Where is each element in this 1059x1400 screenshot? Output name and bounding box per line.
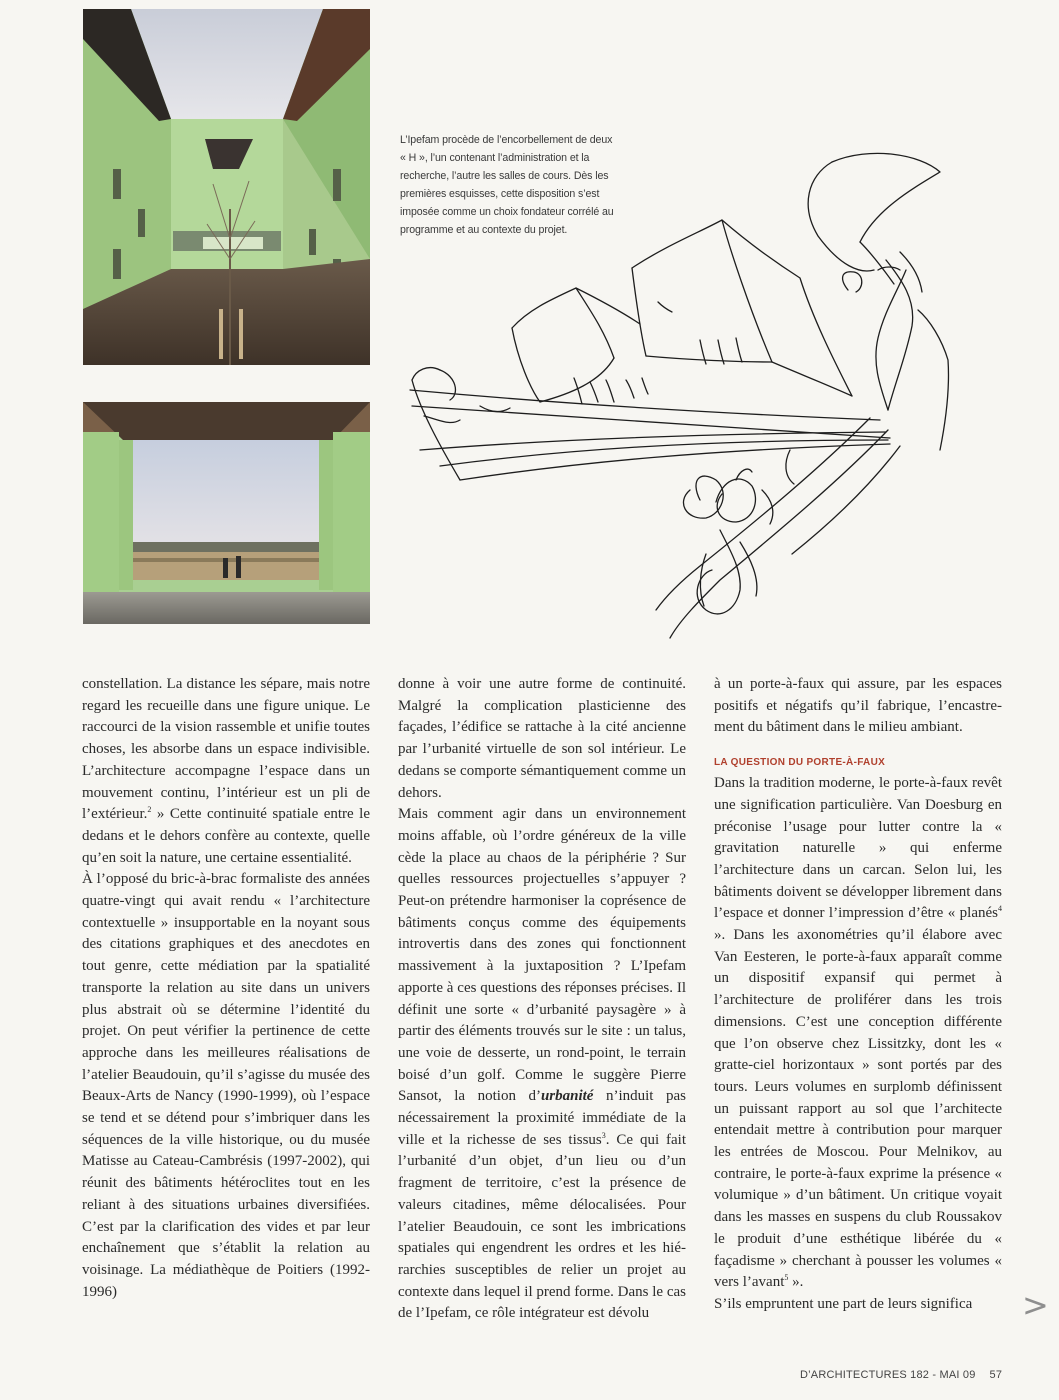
text-run: ». Dans les axonométries qu’il élabore avec Van Eesteren, le porte-à-faux apparaît comme un dispositif expansif qui permet à l’architecture de proliférer dans les trois dimensions. C’est une conception différente que l’on observe chez Lissitzky, dont les « gratte-ciel horizontaux » sont portés par des tours. Leurs volumes en surplomb définissent un puissant rapport au sol que l’architecte entendait mettre à contribution pour marquer les entrées de Moscou. Pour Melnikov, au contraire, le porte-à-faux exprime la présence « volumique » d’un bâtiment. Un critique voyait dans les masses en suspens du club Roussakov le produit d’une esthétique libérée du « façadisme » cherchant à pousser les volumes « vers l’avant xyxy=(714,927,1002,1291)
page-number: 57 xyxy=(989,1369,1003,1381)
paragraph: donne à voir une autre forme de continuité. Malgré la complication plasticienne des façades, l’édifice se rattache à la cité ancienne par l’urbanité virtuelle de son sol intérieur. Le dedans se comporte sémantiquement comme un dehors. xyxy=(398,676,686,801)
footnote-ref: 3 xyxy=(601,1130,606,1140)
text-run: ». xyxy=(788,1274,804,1291)
footnote-ref: 5 xyxy=(784,1273,789,1283)
courtyard-image xyxy=(83,9,370,365)
section-heading: LA QUESTION DU PORTE-À-FAUX xyxy=(714,757,886,769)
image-caption: L’Ipefam procède de l’encorbellement de deux « H », l’un contenant l’administration et la recherche, l’autre les salles de cours. Dès les premières esquisses, cette disposition s’est imposée comme un choix fondateur corrélé au programme et au contexte du projet. xyxy=(400,134,614,236)
text-column-1 xyxy=(82,674,370,1303)
paragraph xyxy=(82,674,370,869)
text-run: Dans la tradition moderne, le porte-à-faux revêt une signification particulière. Van Doesburg en préconise l’usage pour lutter contre la « gravitation naturelle » qui enferme l’architecture dans un carcan. Selon lui, les bâtiments doivent se développer librement dans l’espace et donner l’impression d’être « planés xyxy=(714,775,1002,922)
paragraph: À l’opposé du bric-à-brac formaliste des années quatre-vingt qui avait rendu « l’architecture contextuelle » insupportable en la noyant sous des citations graphiques et des anecdotes en tout genre, cette médiation par la spatialité transporte la relation au site dans un univers plus abstrait où se détermine l’identité du projet. On peut vérifier la pertinence de cette approche dans les meilleures réalisations de l’atelier Beaudouin, qu’il s’agisse du musée des Beaux-Arts de Nancy (1990-1999), où l’espace se tend et se détend pour s’imbriquer dans les séquences de la ville historique, ou du musée Matisse au Cateau-Cambrésis (1997-2002), qui réunit des bâtiments hétéroclites tout en les reliant à des situations urbaines diversifiées. C’est par la clarification des vides et par leur enchaînement que s’établit la relation au voisinage. La médiathèque de Poitiers (1992-1996) xyxy=(82,871,370,1300)
footnote-ref: 2 xyxy=(147,805,152,815)
text-column-2 xyxy=(398,674,686,1325)
text-run: n’induit pas nécessairement la proximité immédiate de la ville et la richesse de ses tissus xyxy=(398,1088,686,1148)
page-footer xyxy=(800,1369,1010,1381)
text-run: . Ce qui fait l’urbanité d’un objet, d’un lieu ou d’un fragment de territoire, c’est la présence de valeurs citadines, même délocalisées. Pour l’atelier Beaudouin, ce sont les imbrications spatiales qui engendrent les ordres et les hiérarchies susceptibles de relier un projet au contexte dans lequel il prend forme. Dans le cas de l’Ipefam, ce rôle intégrateur est dévolu xyxy=(398,1131,686,1322)
next-page-arrow-icon: > xyxy=(1022,1286,1049,1324)
text-run: » Cette continuité spatiale entre le dedans et le dehors confère au contexte, quelle qu’en soit la nature, une certaine essentialité. xyxy=(82,806,370,866)
paragraph: à un porte-à-faux qui assure, par les espaces positifs et négatifs qu’il fabrique, l’encastrement du bâtiment dans le milieu ambiant. xyxy=(714,676,1002,736)
courtyard-photo xyxy=(83,9,370,365)
portico-image xyxy=(83,402,370,624)
footnote-ref: 4 xyxy=(998,904,1002,914)
paragraph xyxy=(714,773,1002,1294)
publication-name: D’ARCHITECTURES 182 - MAI 09 xyxy=(800,1369,976,1381)
emphasis: urbanité xyxy=(540,1088,594,1105)
text-run: Mais comment agir dans un environnement moins affable, où l’ordre généreux de la ville cède la place au chaos de la périphérie ? Sur quelles ressources projectuelles s’appuyer ? Peut-on prétendre harmoniser la coprésence de bâtiments conçus comme des équipements introvertis dans des zones qui fonctionnent massivement à la juxtaposition ? L’Ipefam apporte à ces questions des réponses précises. Il définit une sorte « d’urbanité paysagère » à partir des éléments trouvés sur le site : un talus, une voie de desserte, un rond-point, le terrain boisé d’un golf. Comme le suggère Pierre Sansot, la notion d’ xyxy=(398,806,686,1105)
text-run: constellation. La distance les sépare, mais notre regard les recueille dans une figure unique. Le raccourci de la vision rassemble et unifie toutes choses, les absorbe dans un espace indivisible. L’architecture accompagne l’espace dans un mouvement continu, l’intérieur est un pli de l’extérieur. xyxy=(82,676,370,823)
text-column-3 xyxy=(714,674,1002,1316)
paragraph xyxy=(398,804,686,1325)
portico-photo xyxy=(83,402,370,624)
architectural-sketch xyxy=(400,150,960,640)
paragraph: S’ils empruntent une part de leurs significa xyxy=(714,1295,973,1312)
